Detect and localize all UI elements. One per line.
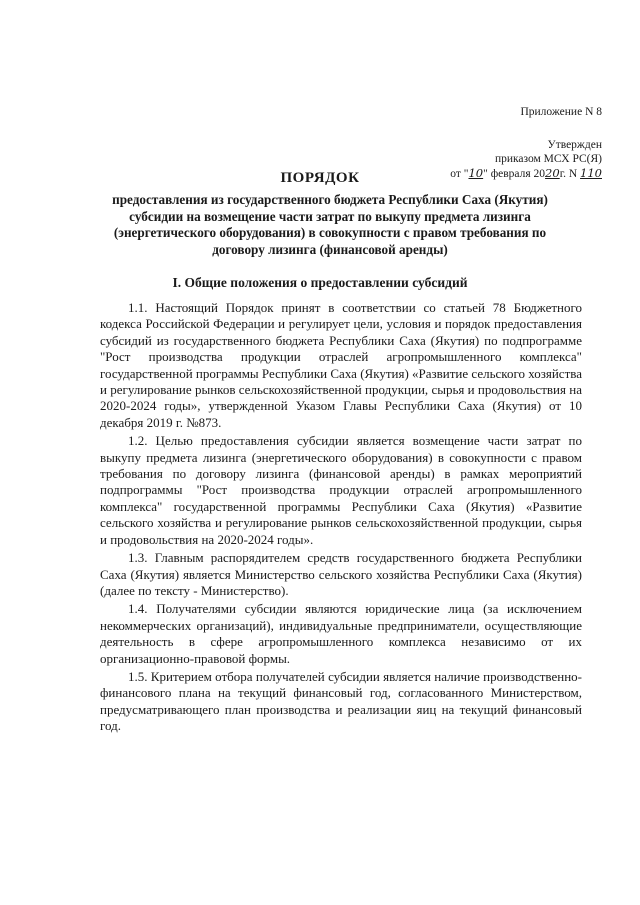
- paragraph-1-4: 1.4. Получателями субсидии являются юридические лица (за исключением некоммерческих организаций), индивидуальные предприниматели, осуществляющие деятельность в сфере агропромышленного комплекса независимо от их организационно-правовой формы.: [100, 601, 582, 666]
- paragraph-1-2: 1.2. Целью предоставления субсидии является возмещение части затрат по выкупу предмета лизинга (энергетического оборудования) в совокупности с правом требования по договору лизинга (финансовой аренды) в рамках мероприятий подпрограммы "Рост производства продукции отраслей агропромышленного комплекса" государственной программы Республики Саха (Якутия) «Развитие сельского хозяйства и регулирование рынков сельскохозяйственной продукции, сырья и продовольствия на 2020-2024 годы».: [100, 433, 582, 547]
- paragraph-1-1: 1.1. Настоящий Порядок принят в соответствии со статьей 78 Бюджетного кодекса Российской Федерации и регулирует цели, условия и порядок предоставления субсидий из государственного бюджета Республики Саха (Якутия) по подпрограмме "Рост производства продукции отраслей агропромышленного комплекса" государственной программы Республики Саха (Якутия) «Развитие сельского хозяйства и регулирование рынков сельскохозяйственной продукции, сырья и продовольствия на 2020-2024 годы», утвержденной Указом Главы Республики Саха (Якутия) от 10 декабря 2019 г. №873.: [100, 300, 582, 430]
- section-heading: I. Общие положения о предоставлении субсидий: [172, 275, 468, 290]
- document-title: ПОРЯДОК: [280, 170, 360, 186]
- date-year: 20: [545, 166, 560, 180]
- paragraph-1-5: 1.5. Критерием отбора получателей субсидии является наличие производственно-финансового плана на текущий финансовый год, согласованного Министерством, предусматривающего план производства и реализации яиц на текущий финансовый год.: [100, 668, 582, 734]
- date-day: 10: [468, 166, 484, 180]
- approved-label: Утвержден: [547, 139, 602, 151]
- paragraph-1-3: 1.3. Главным распорядителем средств государственного бюджета Республики Саха (Якутия) является Министерство сельского хозяйства Республики Саха (Якутия) (далее по тексту - Министерство).: [100, 550, 582, 598]
- date-suffix: г. N: [559, 168, 581, 180]
- date-prefix: от ": [450, 168, 469, 180]
- document-body: [100, 300, 582, 737]
- approved-by-order: приказом МСХ РС(Я): [494, 153, 602, 165]
- order-number: 110: [580, 166, 602, 180]
- appendix-label: Приложение N 8: [520, 106, 602, 118]
- document-subtitle: предоставления из государственного бюджета Республики Саха (Якутия) субсидии на возмещение части затрат по выкупу предмета лизинга (энергетического оборудования) в совокупности с правом требования по договору лизинга (финансовой аренды): [112, 192, 548, 257]
- date-month: " февраля 20: [483, 168, 546, 180]
